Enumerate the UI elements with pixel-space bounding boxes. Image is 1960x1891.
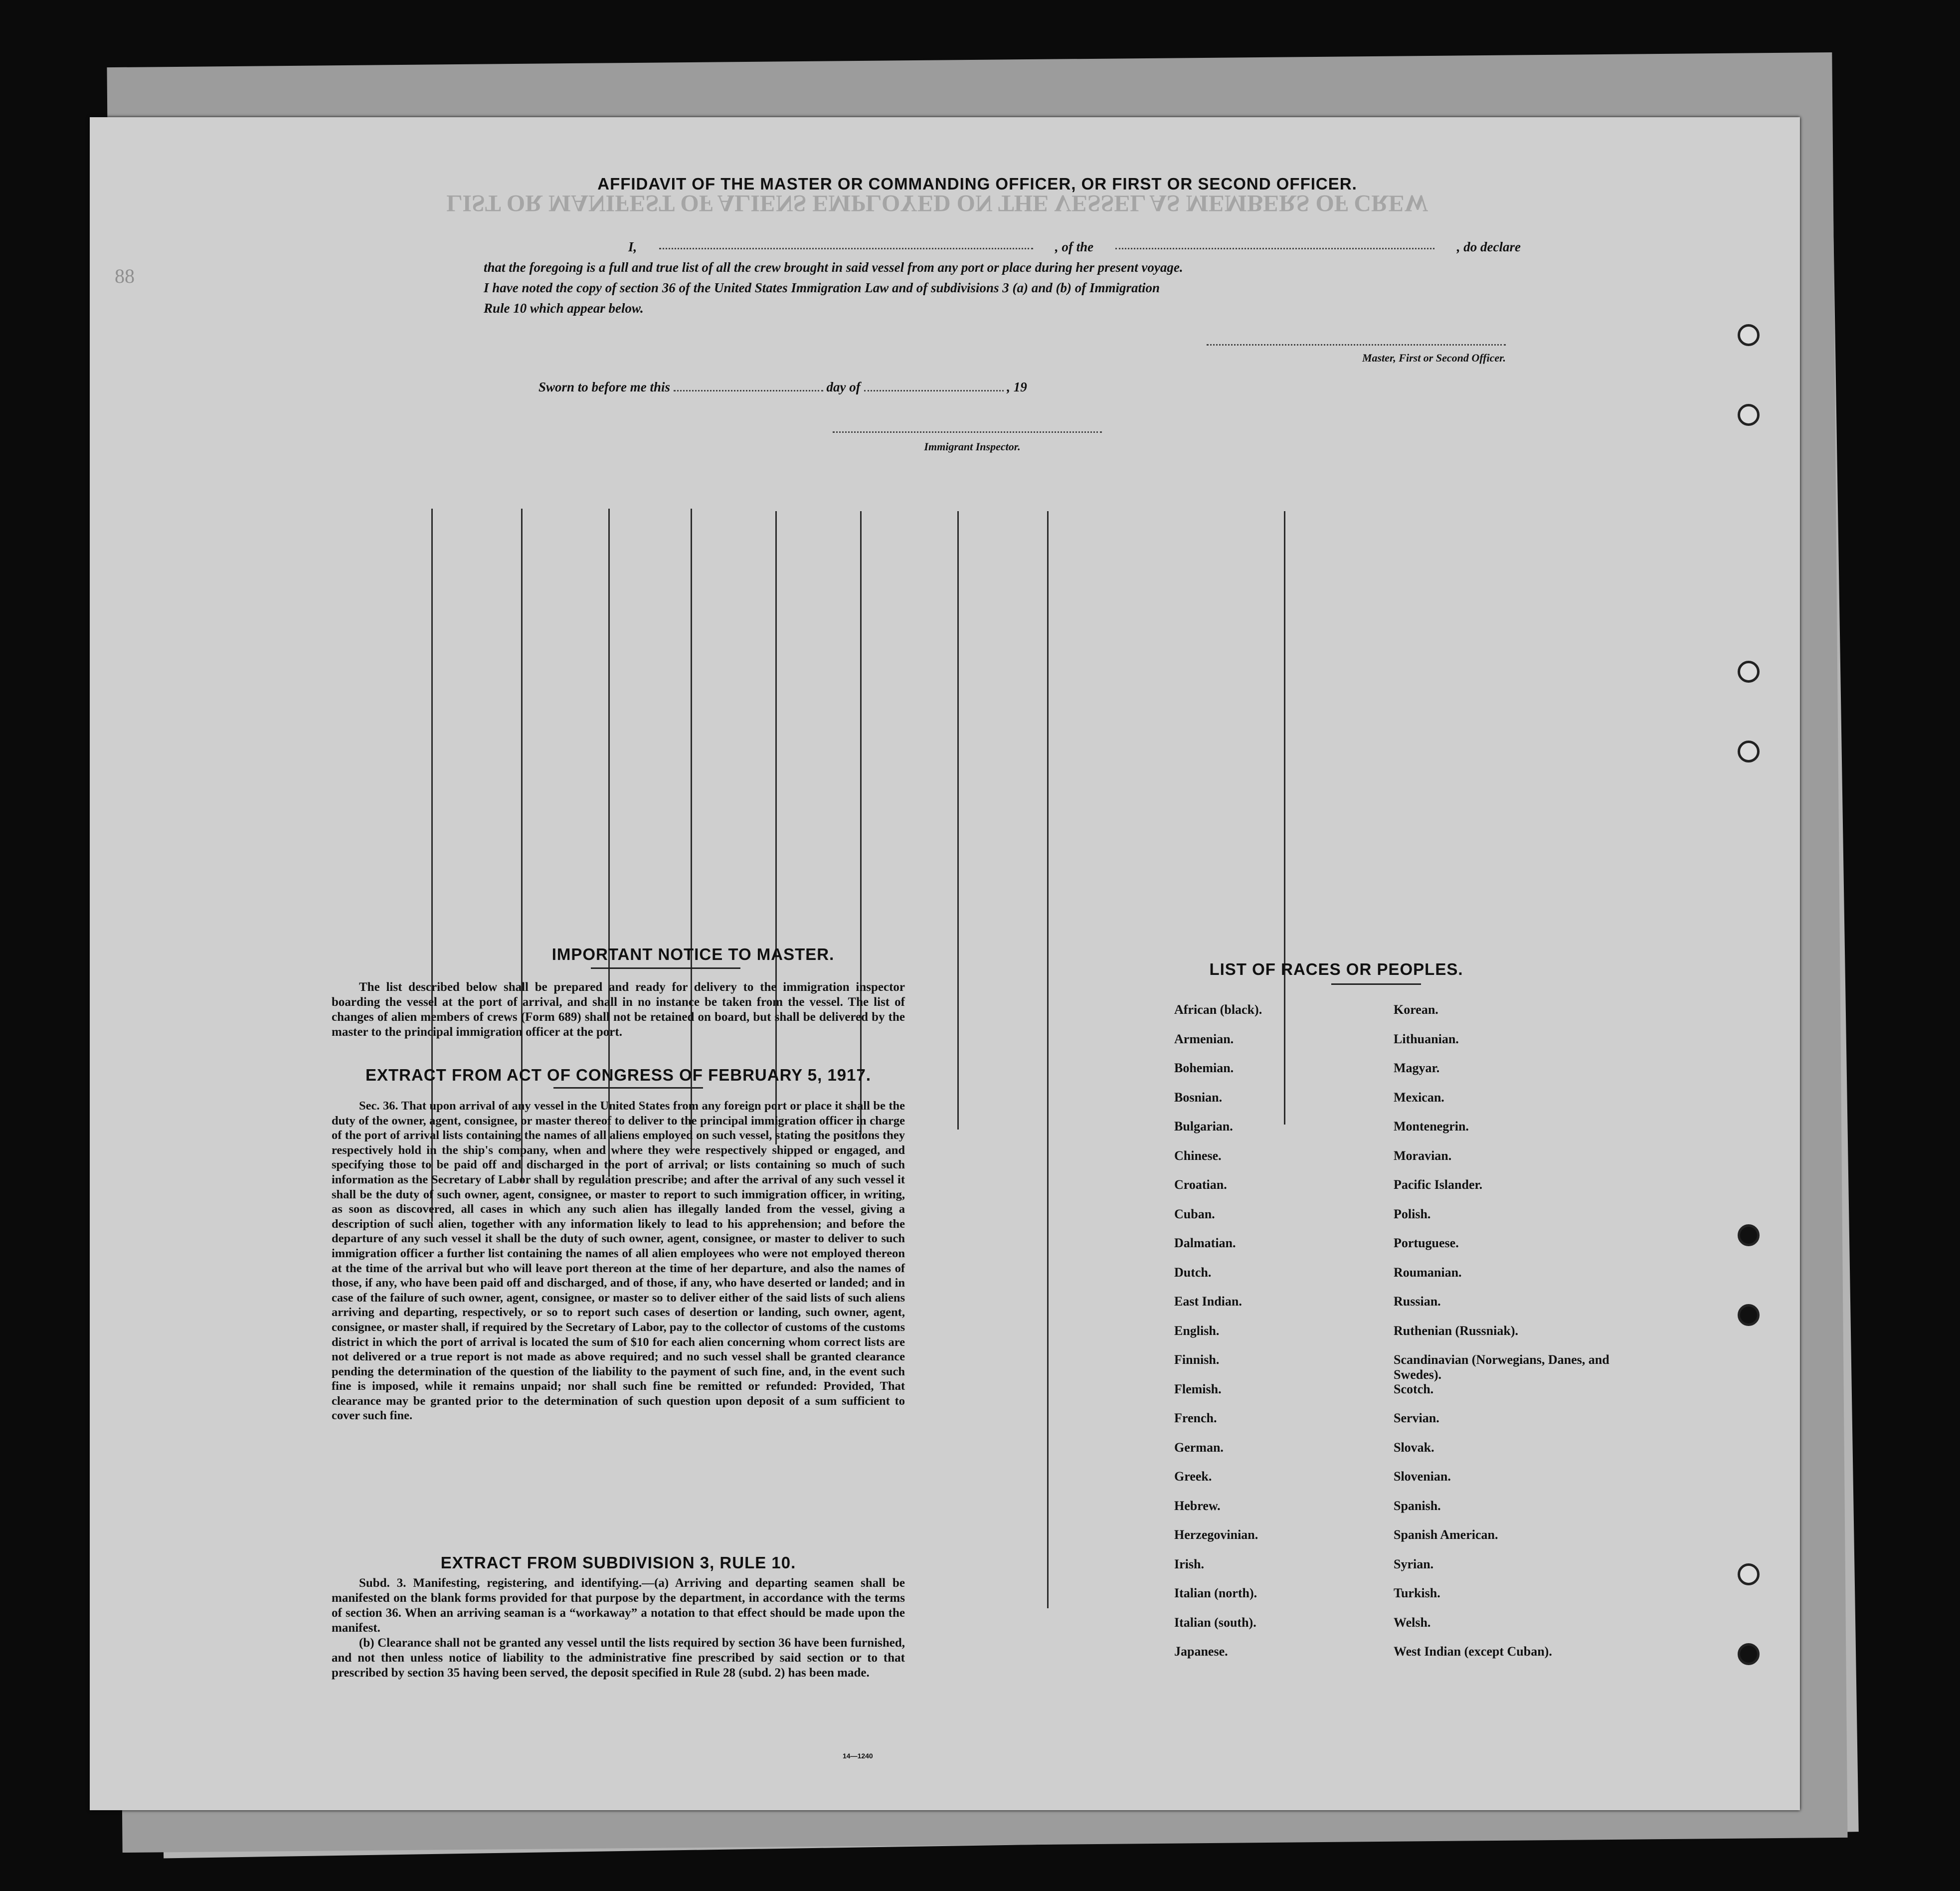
rule-text-a: Subd. 3. Manifesting, registering, and identifying.—(a) Arriving and departing seamen shall be manifested on the blank forms provided for that purpose by the department, in accordance with the terms of section 36. When an arriving seaman is a “workaway” a notation to that effect should be made upon the manifest. [332, 1576, 905, 1635]
races-column-2 [1394, 1002, 1613, 1674]
affidavit-declare-label: , do declare [1456, 239, 1521, 254]
act-title-rule [553, 1087, 703, 1089]
officer-name-field[interactable] [659, 237, 1033, 249]
race-item: Ruthenian (Russniak). [1394, 1323, 1518, 1338]
race-item: West Indian (except Cuban). [1394, 1644, 1552, 1659]
race-item: French. [1174, 1411, 1217, 1425]
race-item: Moravian. [1394, 1148, 1452, 1163]
master-signature-field[interactable] [1207, 344, 1506, 346]
race-item: Servian. [1394, 1411, 1439, 1425]
race-item: Herzegovinian. [1174, 1527, 1258, 1542]
race-item: Syrian. [1394, 1556, 1434, 1571]
act-text: Sec. 36. That upon arrival of any vessel in the United States from any foreign port or place it shall be the duty of the owner, agent, consignee, or master thereof to deliver to the principal immigration officer in charge of the port of arrival lists containing the names of all aliens employed on such vessel, stating the positions they respectively hold in the ship's company, when and where they were respectively shipped or engaged, and specifying those to be paid off and discharged in the port of arrival; or lists containing so much of such information as the Secretary of Labor shall by regulation prescribe; and after the arrival of any such vessel it shall be the duty of such owner, agent, consignee, or master to report to such immigration officer, in writing, as soon as discovered, all cases in which any such alien has illegally landed from the vessel, giving a description of such alien, together with any information likely to lead to his apprehension; and before the departure of any such vessel it shall be the duty of such owner, agent, consignee, or master to deliver to such immigration officer a further list containing the names of all alien employees who were not employed thereon at the time of the arrival but who will leave port thereon at the time of her departure, and also the names of those, if any, who have been paid off and discharged, and of those, if any, who have deserted or landed; and in case of the failure of such owner, agent, consignee, or master so to deliver either of the said lists of such aliens arriving and departing, respectively, or so to report such cases of desertion or landing, such owner, agent, consignee, or master shall, if required by the Secretary of Labor, pay to the collector of customs of the customs district in which the port of arrival is located the sum of $10 for each alien concerning whom correct lists are not delivered or a true report is not made as above required; and no such vessel shall be granted clearance pending the determination of the question of the liability to the payment of such fine, and, in the event such fine is imposed, while it remains unpaid; nor shall such fine be remitted or refunded: Provided, That clearance may be granted prior to the determination of such question upon deposit of a sum sufficient to cover such fine. [332, 1099, 905, 1423]
race-item: Cuban. [1174, 1206, 1215, 1221]
ditto-column-line [860, 511, 862, 1135]
race-item: Turkish. [1394, 1586, 1440, 1600]
vessel-name-field[interactable] [1115, 237, 1434, 249]
ditto-column-line [1047, 511, 1049, 1608]
race-item: Scandinavian (Norwegians, Danes, and Swedes). [1394, 1352, 1609, 1382]
affidavit-body [484, 237, 1521, 319]
affidavit-line-4: Rule 10 which appear below. [484, 301, 644, 316]
binder-hole [1738, 1643, 1760, 1665]
sworn-month-field[interactable] [864, 379, 1004, 391]
act-title: EXTRACT FROM ACT OF CONGRESS OF FEBRUARY 5, 1917. [365, 1066, 872, 1084]
race-item: Croatian. [1174, 1177, 1227, 1192]
race-item: Bulgarian. [1174, 1119, 1233, 1134]
binder-hole [1738, 1304, 1760, 1326]
ditto-column-line [775, 511, 777, 1144]
affidavit-i-label: I, [628, 239, 637, 254]
race-item: Welsh. [1394, 1615, 1431, 1630]
race-item: Russian. [1394, 1294, 1441, 1309]
race-item: Polish. [1394, 1206, 1431, 1221]
affidavit-declaration-line [484, 237, 1521, 257]
races-column-1 [1174, 1002, 1414, 1674]
race-item: Dalmatian. [1174, 1236, 1236, 1250]
sworn-day-field[interactable] [674, 379, 823, 391]
manifest-page [90, 117, 1800, 1810]
sworn-day-label: day of [826, 379, 861, 394]
race-item: East Indian. [1174, 1294, 1242, 1309]
race-item: Roumanian. [1394, 1265, 1462, 1280]
race-item: Slovak. [1394, 1440, 1434, 1455]
race-item: African (black). [1174, 1002, 1262, 1017]
race-item: Irish. [1174, 1556, 1204, 1571]
notice-title: IMPORTANT NOTICE TO MASTER. [551, 945, 835, 963]
race-item: Portuguese. [1394, 1236, 1459, 1250]
ditto-column-line [957, 511, 959, 1130]
form-number: 14—1240 [843, 1752, 873, 1760]
rule-text-b: (b) Clearance shall not be granted any vessel until the lists required by section 36 have been furnished, and not then unless notice of liability to the administrative fine prescribed by said section or to that prescribed by section 35 having been served, the deposit specified in Rule 28 (subd. 2) has been made. [332, 1636, 905, 1680]
race-item: Greek. [1174, 1469, 1212, 1484]
binder-hole [1738, 404, 1760, 426]
race-item: German. [1174, 1440, 1224, 1455]
binder-hole [1738, 1563, 1760, 1585]
race-item: Korean. [1394, 1002, 1438, 1017]
sworn-prefix: Sworn to before me this [538, 379, 671, 394]
race-item: Italian (south). [1174, 1615, 1256, 1630]
race-item: Bosnian. [1174, 1090, 1223, 1105]
race-item: Italian (north). [1174, 1586, 1257, 1600]
races-title: LIST OF RACES OR PEOPLES. [1209, 960, 1463, 978]
notice-text: The list described below shall be prepared and ready for delivery to the immigration inspector boarding the vessel at the port of arrival, and shall in no instance be taken from the vessel. The list of changes of alien members of crews (Form 689) shall not be retained on board, but shall be delivered by the master to the principal immigration officer at the port. [332, 980, 905, 1039]
race-item: Dutch. [1174, 1265, 1212, 1280]
binder-hole [1738, 661, 1760, 683]
sworn-year-label: , 19 [1007, 379, 1027, 394]
race-item: Chinese. [1174, 1148, 1222, 1163]
bleed-through-title: LIST OR MANIFEST OF ALIENS EMPLOYED ON THE VESSEL AS MEMBERS OF CREW [446, 190, 1428, 216]
race-item: Pacific Islander. [1394, 1177, 1483, 1192]
race-item: Hebrew. [1174, 1498, 1221, 1513]
inspector-signature-field[interactable] [833, 431, 1102, 433]
race-item: Scotch. [1394, 1381, 1434, 1396]
affidavit-of-label: , of the [1055, 239, 1094, 254]
race-item: Magyar. [1394, 1061, 1440, 1075]
ditto-column-line [691, 509, 692, 1152]
race-item: Flemish. [1174, 1381, 1222, 1396]
notice-title-rule [591, 967, 740, 969]
inspector-signature-label: Immigrant Inspector. [924, 440, 1021, 453]
sworn-line [538, 379, 1237, 395]
affidavit-line-3: I have noted the copy of section 36 of the United States Immigration Law and of subdivisions 3 (a) and (b) of Immigration [484, 280, 1160, 295]
master-signature-label: Master, First or Second Officer. [1362, 352, 1506, 364]
race-item: English. [1174, 1323, 1220, 1338]
races-title-rule [1331, 983, 1421, 985]
race-item: Finnish. [1174, 1352, 1220, 1367]
race-item: Montenegrin. [1394, 1119, 1469, 1134]
affidavit-title: AFFIDAVIT OF THE MASTER OR COMMANDING OFFICER, OR FIRST OR SECOND OFFICER. [597, 175, 1357, 193]
race-item: Spanish. [1394, 1498, 1441, 1513]
race-item: Spanish American. [1394, 1527, 1498, 1542]
bleed-through-number: 88 [115, 265, 135, 287]
affidavit-line-2: that the foregoing is a full and true list of all the crew brought in said vessel from any port or place during her present voyage. [484, 260, 1183, 275]
race-item: Armenian. [1174, 1031, 1234, 1046]
rule-title: EXTRACT FROM SUBDIVISION 3, RULE 10. [440, 1553, 796, 1572]
race-item: Lithuanian. [1394, 1031, 1459, 1046]
binder-hole [1738, 741, 1760, 762]
race-item: Bohemian. [1174, 1061, 1234, 1075]
race-item: Japanese. [1174, 1644, 1228, 1659]
binder-hole [1738, 324, 1760, 346]
race-item: Slovenian. [1394, 1469, 1451, 1484]
race-item: Mexican. [1394, 1090, 1444, 1105]
binder-hole [1738, 1224, 1760, 1246]
